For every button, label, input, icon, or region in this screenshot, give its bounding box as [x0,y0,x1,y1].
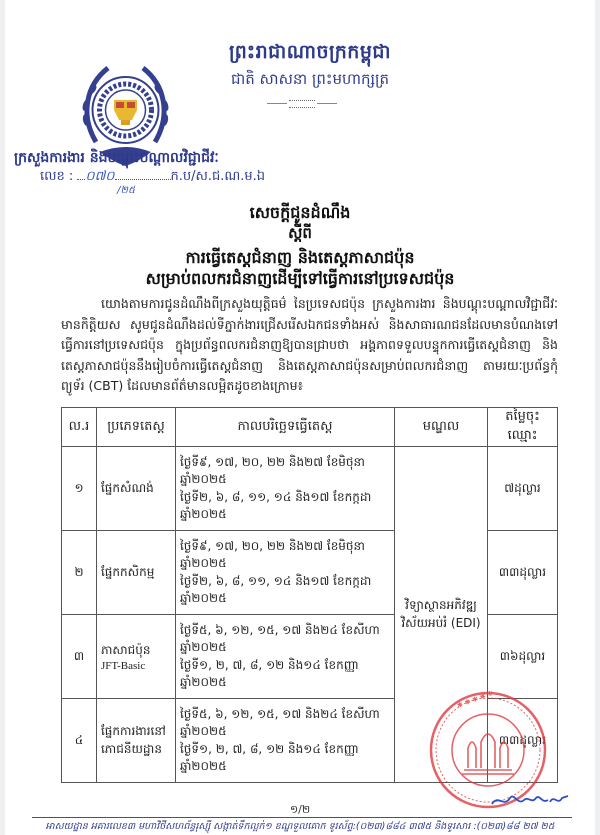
registration-fee: ៣៦ដុល្លារ [488,615,558,699]
registration-fee: ៣៣ដុល្លារ [488,531,558,615]
date-line: ថ្ងៃទី២, ៦, ៨, ១១, ១៤ និង១៧ ខែកក្កដា [180,489,372,504]
registration-fee: ៧ដុល្លារ [488,447,558,531]
page-number: ១/២ [289,803,311,816]
reference-suffix: ក.ប/ស.ជ.ណ.ម.ឯ [170,169,266,184]
date-line: ឆ្នាំ២០២៥ [180,759,227,773]
date-line: ថ្ងៃទី២, ៦, ៨, ១១, ១៤ និង១៧ ខែកក្កដា [180,573,372,588]
reference-number [40,168,265,187]
date-line: ឆ្នាំ២០២៥ [180,724,227,738]
notice-subject-line-1: ការធ្វើតេស្តជំនាញ និងតេស្តភាសាជប៉ុន [185,248,415,267]
date-line: ឆ្នាំ២០២៥ [180,640,227,654]
registration-fee: ៣៣ដុល្លារ [488,699,558,783]
svg-text:✱ ✱ ✱ ✱ ✱: ✱ ✱ ✱ ✱ ✱ [455,690,495,710]
col-header-dates: កាលបរិច្ឆេទធ្វើតេស្ត [176,408,395,447]
test-center-name: វិទ្យាស្ថានអភិវឌ្ឍវិស័យអប់រំ (EDI) [401,597,481,630]
test-type-english: JFT-Basic [101,659,146,672]
notice-paragraph: យោងតាមការជូនដំណឹងពីក្រសួងយុត្តិធម៌ នៃប្រទេសជប៉ុន ក្រសួងការងារ និងបណ្តុះបណ្តាលវិជ្ជាជីវៈ មានកិត្តិយស សូមជូនដំណឹងដល់ទីភ្នាក់ងារជ្រើសរើសឯកជនទាំងអស់ និងសាធារណជនដែលមានបំណងទៅធ្វើការនៅប្រទេសជប៉ុន ក្នុងប្រព័ន្ធពលករជំនាញឱ្យបានជ្រាបថា អង្គភាពទទួលបន្ទុកការធ្វើតេស្តជំនាញ និងតេស្តភាសាជប៉ុននឹងរៀបចំការធ្វើតេស្តជំនាញ និងតេស្តភាសាជប៉ុនសម្រាប់ពលករជំនាញ តាមរយៈប្រព័ន្ធកុំព្យូទ័រ (CBT) ដែលមានព័ត៌មានលម្អិតដូចខាងក្រោម៖ [61,296,558,393]
test-dates [176,447,395,531]
notice-title: សេចក្តីជូនដំណឹង [249,203,351,222]
date-line: ថ្ងៃទី៩, ១៧, ២០, ២២ និង២៧ ខែមិថុនា [180,454,365,469]
test-dates [176,531,395,615]
notice-body [61,294,558,397]
table-header-row [62,408,558,447]
test-type: ផ្នែកសំណង់ [97,447,176,531]
footer-divider [32,817,572,818]
notice-subject-label: ស្តីពី [288,224,312,242]
row-number: ២ [62,531,97,615]
test-type [97,615,176,699]
row-number: ៣ [62,615,97,699]
kingdom-heading: ព្រះរាជាណាចក្រកម្ពុជា [229,41,391,63]
test-dates [176,615,395,699]
date-line: ថ្ងៃទី១, ២, ៧, ៨, ១២ និង១៤ ខែកញ្ញា [180,657,359,672]
date-line: ឆ្នាំ២០២៥ [180,556,227,570]
col-header-no: ល.រ [62,408,97,447]
date-line: ថ្ងៃទី៩, ១៧, ២០, ២២ និង២៧ ខែមិថុនា [180,538,365,553]
ministry-name: ក្រសួងការងារ និងបណ្តុះបណ្តាលវិជ្ជាជីវៈ [14,150,219,166]
row-number: ៤ [62,699,97,783]
col-header-center: មណ្ឌល [395,408,488,447]
test-center [395,447,488,783]
notice-subject-line-2: សម្រាប់ពលករជំនាញដើម្បីទៅធ្វើការនៅប្រទេសជប៉ុន [145,269,455,288]
date-line: ថ្ងៃទី៥, ៦, ១២, ១៥, ១៧ និង២៤ ខែសីហា [180,622,380,637]
date-line: ថ្ងៃទី៥, ៦, ១២, ១៥, ១៧ និង២៤ ខែសីហា [180,706,380,721]
date-line: ឆ្នាំ២០២៥ [180,507,227,521]
divider-ornament [267,103,337,105]
test-type: ផ្នែកកសិកម្ម [97,531,176,615]
test-type: ផ្នែកការងារនៅភោជនីយដ្ឋាន [97,699,176,783]
date-line: ថ្ងៃទី១, ២, ៧, ៨, ១២ និង១៤ ខែកញ្ញា [180,741,359,756]
date-line: ឆ្នាំ២០២៥ [180,675,227,689]
reference-handwritten-year: /២៥ [117,185,136,196]
test-type-khmer: ភាសាជប៉ុន [101,642,151,657]
test-schedule-table [61,407,558,783]
reference-handwritten-number: ០៧០ [85,169,115,184]
date-line: ឆ្នាំ២០២៥ [180,472,227,486]
footer-address: អាសយដ្ឋាន អគារលេខ៣ មហាវិថីសហព័ន្ធរុស្ស៊ី សង្កាត់ទឹកល្អក់១ ខណ្ឌទួលគោក ទូរស័ព្ទ:(០២៣)៨៨៤ ៣៧៥ និងទូរសារ :(០២៣)៨៨ ២៧ ២៥ [45,821,555,832]
table-row [62,447,558,531]
test-dates [176,699,395,783]
date-line: ឆ្នាំ២០២៥ [180,591,227,605]
row-number: ១ [62,447,97,531]
col-header-fee: តម្លៃចុះឈ្មោះ [488,408,558,447]
col-header-type: ប្រភេទតេស្ត [97,408,176,447]
reference-label: លេខ : [40,169,74,184]
national-motto: ជាតិ សាសនា ព្រះមហាក្សត្រ [230,70,390,88]
